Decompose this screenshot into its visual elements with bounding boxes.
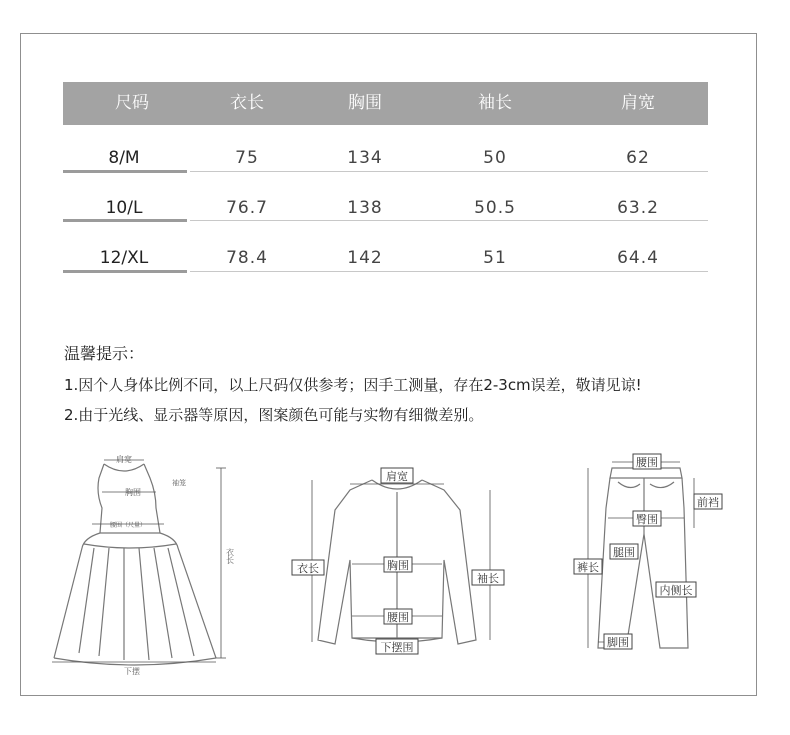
- cell-shoulder: 63.2: [617, 198, 659, 218]
- cell-sleeve: 50.5: [474, 198, 516, 218]
- cell-length: 76.7: [226, 198, 268, 218]
- row-divider: [190, 220, 708, 221]
- shirt-label-bust: 胸围: [387, 559, 409, 572]
- pants-measurement-diagram: [570, 448, 730, 680]
- pants-label-waist: 腰围: [636, 456, 658, 469]
- cell-bust: 134: [347, 148, 383, 168]
- row-divider: [63, 170, 187, 173]
- dress-label-shoulder: 肩宽: [116, 455, 132, 464]
- cell-bust: 142: [347, 248, 383, 268]
- cell-shoulder: 64.4: [617, 248, 659, 268]
- dress-label-hem: 下摆: [124, 667, 140, 676]
- header-length: 衣长: [230, 93, 264, 113]
- pants-label-rise: 前裆: [697, 496, 719, 509]
- shirt-label-length: 衣长: [297, 562, 319, 575]
- cell-sleeve: 50: [483, 148, 507, 168]
- shirt-measurement-diagram: [290, 460, 510, 660]
- shirt-label-shoulder: 肩宽: [386, 470, 408, 483]
- header-bust: 胸围: [348, 93, 382, 113]
- cell-size: 8/M: [108, 148, 140, 168]
- notes-line-2: 2.由于光线、显示器等原因，图案颜色可能与实物有细微差别。: [64, 406, 484, 424]
- pants-label-thigh: 腿围: [613, 546, 635, 559]
- cell-size: 12/XL: [99, 248, 149, 268]
- cell-size: 10/L: [105, 198, 143, 218]
- cell-shoulder: 62: [626, 148, 650, 168]
- dress-measurement-diagram: [44, 448, 244, 680]
- table-row: [63, 148, 708, 174]
- cell-bust: 138: [347, 198, 383, 218]
- table-row: [63, 198, 708, 224]
- cell-sleeve: 51: [483, 248, 507, 268]
- pants-label-length: 裤长: [577, 561, 599, 574]
- dress-label-waist: 腰围（尺量）: [109, 522, 147, 529]
- row-divider: [63, 219, 187, 222]
- shirt-label-sleeve: 袖长: [477, 572, 499, 585]
- shirt-label-waist: 腰围: [387, 611, 409, 624]
- dress-label-length: 衣长: [225, 548, 235, 564]
- row-divider: [190, 271, 708, 272]
- dress-label-armhole: 袖笼: [172, 479, 186, 487]
- pants-label-hip: 臀围: [636, 513, 658, 526]
- header-shoulder: 肩宽: [621, 93, 655, 113]
- header-sleeve: 袖长: [478, 93, 512, 113]
- notes-line-1: 1.因个人身体比例不同，以上尺码仅供参考；因手工测量，存在2-3cm误差，敬请见谅!: [64, 376, 642, 394]
- pants-label-inseam: 内侧长: [659, 584, 693, 597]
- pants-label-leg-opening: 脚围: [607, 636, 629, 649]
- shirt-label-hem: 下摆围: [380, 641, 414, 654]
- table-row: [63, 248, 708, 274]
- cell-length: 78.4: [226, 248, 268, 268]
- size-table-header: [63, 82, 708, 125]
- notes-title: 温馨提示：: [64, 344, 145, 363]
- cell-length: 75: [235, 148, 259, 168]
- header-size: 尺码: [115, 93, 149, 113]
- row-divider: [190, 171, 708, 172]
- row-divider: [63, 270, 187, 273]
- dress-label-bust: 胸围: [125, 488, 141, 497]
